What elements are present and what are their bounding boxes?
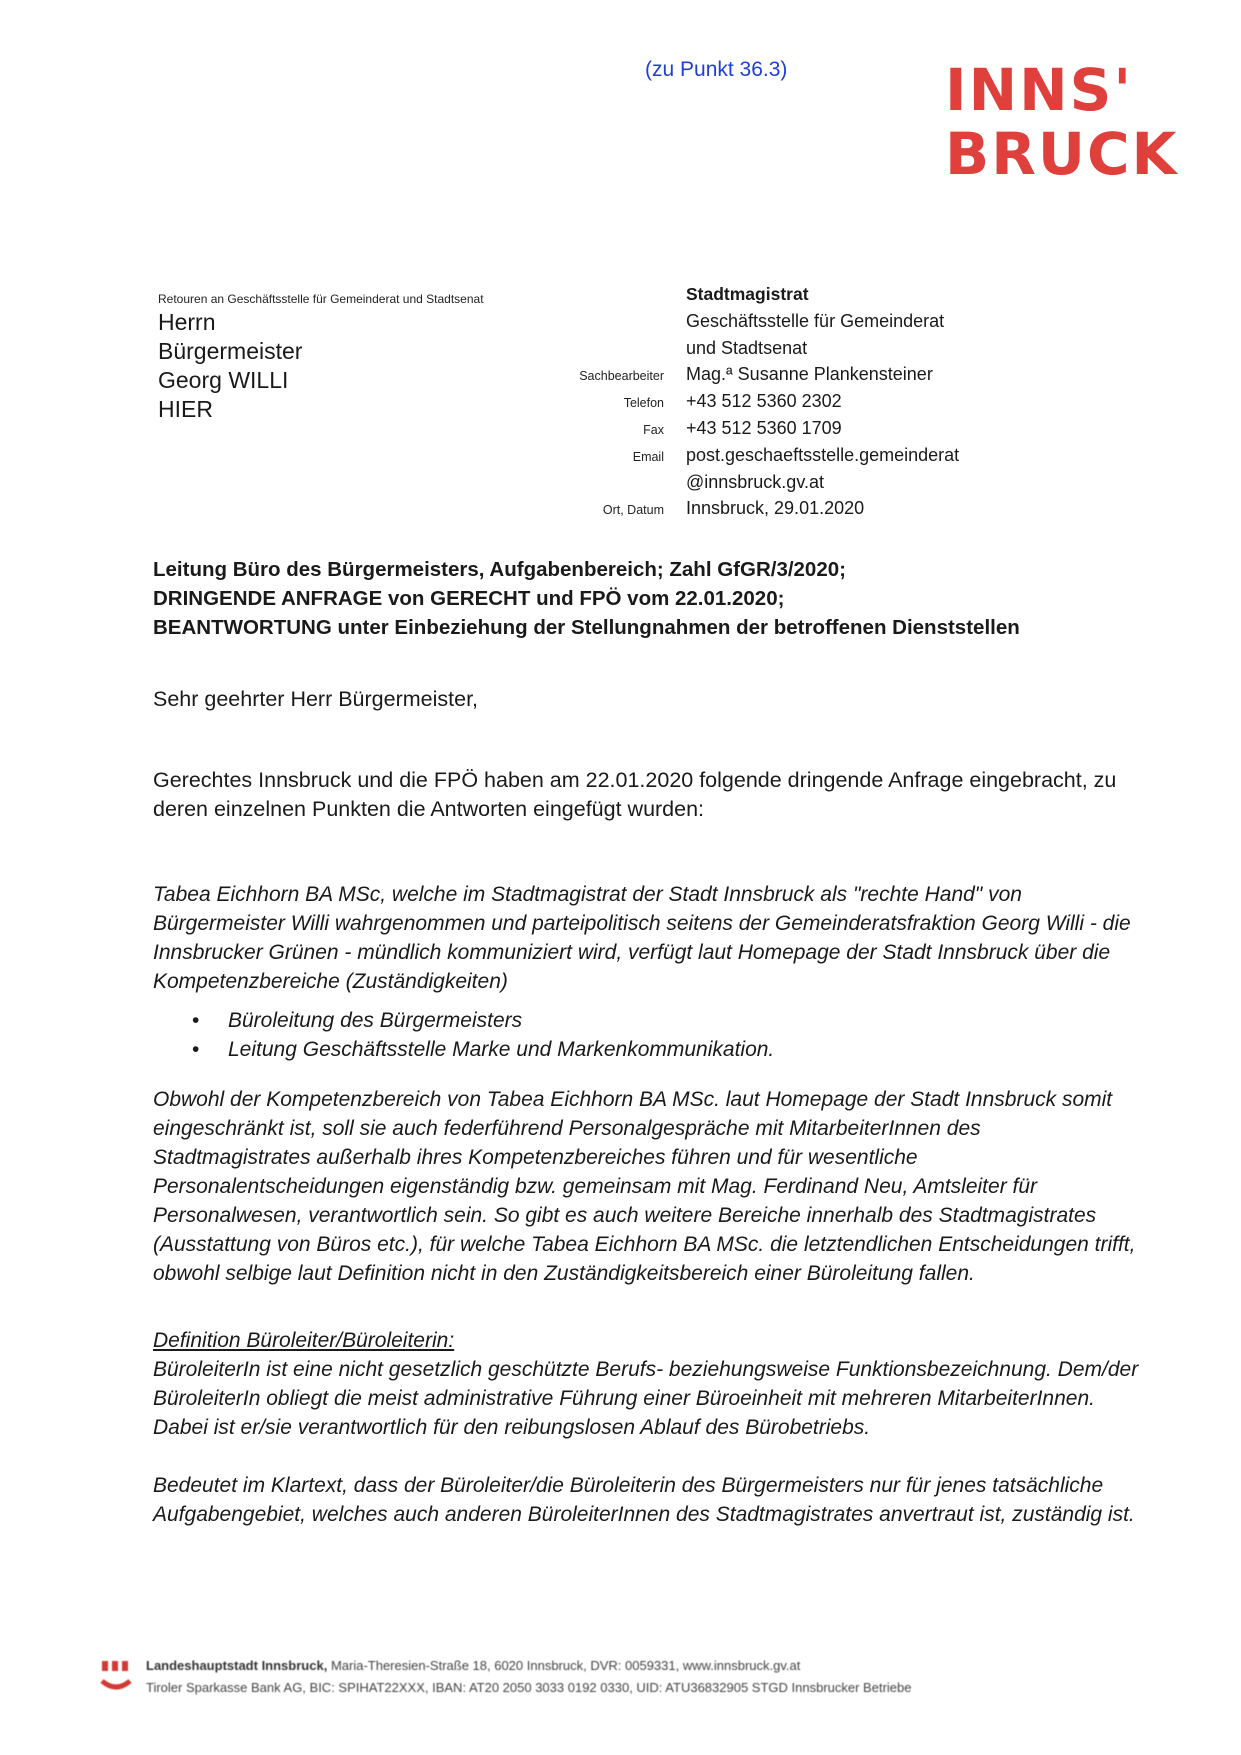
- subject-line-1: Leitung Büro des Bürgermeisters, Aufgabenbereich; Zahl GfGR/3/2020;: [153, 558, 846, 581]
- returns-line: Retouren an Geschäftsstelle für Gemeinderat und Stadtsenat: [158, 292, 484, 306]
- addressee-line: HIER: [158, 396, 213, 422]
- clerk-label: Sachbearbeiter: [579, 369, 664, 384]
- footer-line-2: Tiroler Sparkasse Bank AG, BIC: SPIHAT22XXX, IBAN: AT20 2050 3033 0192 0330, UID: ATU36832905 STGD Innsbrucker Betriebe: [146, 1680, 912, 1695]
- logo-line-2: BRUCK: [945, 120, 1179, 181]
- bullet-icon: •: [192, 1038, 200, 1061]
- addressee-line: Georg WILLI: [158, 367, 289, 393]
- subject-line-2: DRINGENDE ANFRAGE von GERECHT und FPÖ vom 22.01.2020;: [153, 587, 785, 610]
- info-row-email-2: [520, 472, 990, 499]
- email-line-2: @innsbruck.gv.at: [686, 471, 824, 492]
- info-row-office-2: [520, 338, 990, 365]
- reference-note: (zu Punkt 36.3): [645, 58, 788, 81]
- definition-block: [153, 1326, 1143, 1442]
- list-item: [190, 1006, 1090, 1035]
- salutation: Sehr geehrter Herr Bürgermeister,: [153, 687, 479, 711]
- footer-org: Landeshauptstadt Innsbruck,: [146, 1658, 328, 1673]
- inquiry-paragraph-1: Tabea Eichhorn BA MSc, welche im Stadtmagistrat der Stadt Innsbruck als "rechte Hand" von Bürgermeister Willi wahrgenommen und parteipolitisch seitens der Gemeinderatsfraktion Georg Willi - die Innsbrucker Grünen - mündlich kommuniziert wird, verfügt laut Homepage der Stadt Innsbruck über die Kompetenzbereiche (Zuständigkeiten): [153, 883, 1131, 993]
- city-emblem-icon: [100, 1657, 132, 1697]
- email-label: Email: [632, 449, 664, 464]
- clerk-name: Mag.ª Susanne Plankensteiner: [686, 364, 933, 385]
- sender-info: [520, 284, 990, 525]
- definition-title: Definition Büroleiter/Büroleiterin:: [153, 1329, 455, 1352]
- info-row-department: [520, 284, 990, 311]
- list-item: [190, 1035, 1090, 1064]
- subject-block: [153, 555, 1133, 642]
- footer-line-1: [146, 1655, 911, 1677]
- info-row-email: [520, 445, 990, 472]
- email-line-1: post.geschaeftsstelle.gemeinderat: [686, 444, 960, 465]
- list-item-text: Leitung Geschäftsstelle Marke und Markenkommunikation.: [228, 1038, 775, 1061]
- fax-label: Fax: [643, 422, 664, 437]
- footer-lines: [146, 1655, 911, 1699]
- info-row-phone: [520, 391, 990, 418]
- info-row-office-1: [520, 311, 990, 338]
- addressee-line: Herrn: [158, 309, 216, 335]
- info-row-clerk: [520, 364, 990, 391]
- date-label: Ort, Datum: [602, 503, 664, 518]
- list-item-text: Büroleitung des Bürgermeisters: [228, 1009, 523, 1032]
- competence-list: [190, 1006, 1090, 1064]
- footer-address: Maria-Theresien-Straße 18, 6020 Innsbruck, DVR: 0059331, www.innsbruck.gv.at: [330, 1658, 801, 1673]
- definition-text: BüroleiterIn ist eine nicht gesetzlich geschützte Berufs- beziehungsweise Funktionsbezeichnung. Dem/der BüroleiterIn obliegt die meist administrative Führung einer Büroeinheit mit mehreren MitarbeiterInnen. Dabei ist er/sie verantwortlich für den reibungslosen Ablauf des Bürobetriebs.: [153, 1358, 1139, 1439]
- intro-paragraph: Gerechtes Innsbruck und die FPÖ haben am 22.01.2020 folgende dringende Anfrage eingebracht, zu deren einzelnen Punkten die Antworten eingefügt wurden:: [153, 768, 1117, 821]
- phone-label: Telefon: [623, 396, 664, 411]
- info-row-date: [520, 498, 990, 525]
- inquiry-paragraph-4: Bedeutet im Klartext, dass der Büroleiter/die Büroleiterin des Bürgermeisters nur für jenes tatsächliche Aufgabengebiet, welches auch anderen BüroleiterInnen des Stadtmagistrates anvertraut ist, zuständig ist.: [153, 1474, 1135, 1526]
- inquiry-paragraph-2: Obwohl der Kompetenzbereich von Tabea Eichhorn BA MSc. laut Homepage der Stadt Innsbruck somit eingeschränkt ist, soll sie auch federführend Personalgespräche mit MitarbeiterInnen des Stadtmagistrates außerhalb ihres Kompetenzbereiches führen und für wesentliche Personalentscheidungen eigenständig bzw. gemeinsam mit Mag. Ferdinand Neu, Amtsleiter für Personalwesen, verantwortlich sein. So gibt es auch weitere Bereiche innerhalb des Stadtmagistrates (Ausstattung von Büros etc.), für welche Tabea Eichhorn BA MSc. die letztendlichen Entscheidungen trifft, obwohl selbige laut Definition nicht in den Zuständigkeitsbereich einer Büroleitung fallen.: [153, 1088, 1136, 1285]
- fax-number: +43 512 5360 1709: [686, 417, 842, 438]
- addressee-line: Bürgermeister: [158, 338, 303, 364]
- info-row-fax: [520, 418, 990, 445]
- logo-line-1: INNS': [945, 56, 1134, 124]
- place-date: Innsbruck, 29.01.2020: [686, 498, 865, 519]
- phone-number: +43 512 5360 2302: [686, 391, 842, 412]
- innsbruck-logo: [945, 56, 1190, 181]
- bullet-icon: •: [192, 1009, 200, 1032]
- addressee-block: [158, 308, 302, 424]
- office-line-2: und Stadtsenat: [686, 337, 808, 358]
- department: Stadtmagistrat: [686, 284, 809, 304]
- subject-line-3: BEANTWORTUNG unter Einbeziehung der Stellungnahmen der betroffenen Dienststellen: [153, 616, 1020, 639]
- office-line-1: Geschäftsstelle für Gemeinderat: [686, 310, 945, 331]
